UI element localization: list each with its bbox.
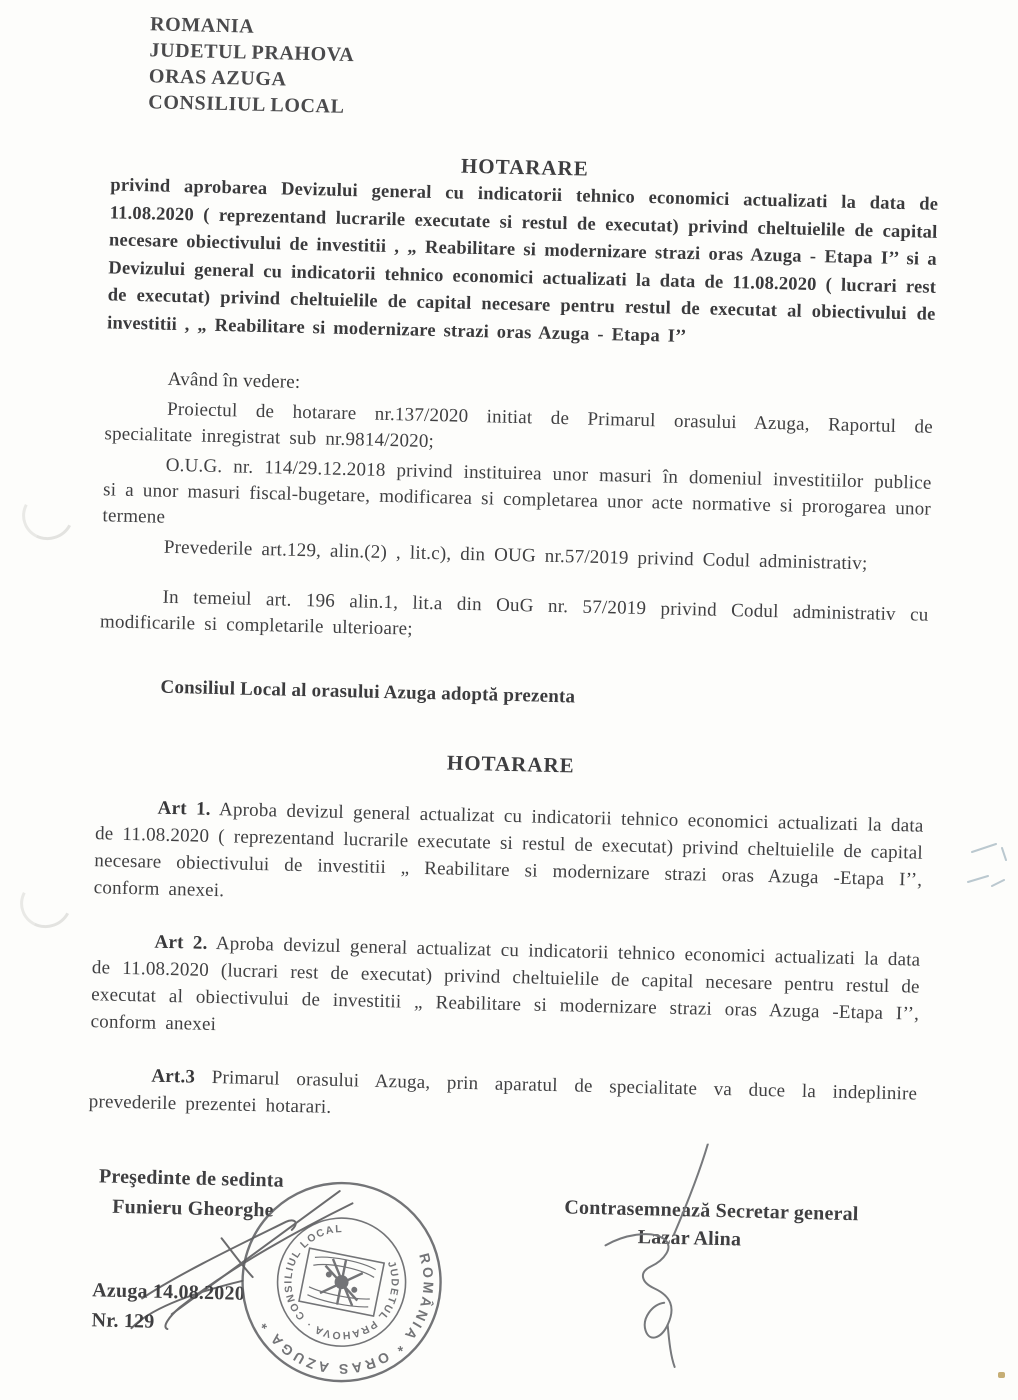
document-title: HOTARARE xyxy=(460,153,590,181)
stray-pen-mark xyxy=(962,838,1012,908)
consideration-item: Prevederile art.129, alin.(2) , lit.c), din OUG nr.57/2019 privind Codul administrativ; xyxy=(163,536,868,575)
consideration-item: O.U.G. nr. 114/29.12.2018 privind instituirea unor masuri în domeniul investitiilor publice si a unor masuri fiscal-bugetare, modificarea si completarea unor acte normative si prorogarea unor termene xyxy=(102,454,932,528)
secretary-name: Lazar Alina xyxy=(637,1226,742,1251)
stamp-outer-text: ROMÂNIA * ORAS AZUGA * xyxy=(256,1251,437,1378)
article-3-text: Primarul orasului Azuga, prin aparatul de specialitate va duce la indeplinire prevederile prezentei hotarari. xyxy=(88,1066,918,1118)
article-3 xyxy=(88,1061,917,1134)
article-3-label: Art.3 xyxy=(151,1065,196,1088)
stamp-coat-of-arms xyxy=(299,1248,384,1316)
article-2-text: Aproba devizul general actualizat cu indicatorii tehnico economici actualizati la data de 11.08.2020 (lucrari rest de executat) privind cheltuielile de capital necesare pentru restul de executat al obiectivului de investitii „ Reabilitare si modernizare strazi oras Azuga -Etapa I’’, conform anexei xyxy=(90,932,921,1036)
letterhead xyxy=(148,11,942,134)
article-2-label: Art 2. xyxy=(154,931,208,954)
president-name: Funieru Gheorghe xyxy=(112,1195,275,1222)
decision-title: HOTARARE xyxy=(446,750,575,778)
paper-speck xyxy=(998,1372,1005,1378)
letterhead-council: CONSILIUL LOCAL xyxy=(148,91,345,118)
article-1 xyxy=(93,793,923,920)
adoption-line: Consiliul Local al orasului Azuga adoptă prezenta xyxy=(160,676,576,708)
considerations-intro: Având în vedere: xyxy=(167,368,301,393)
article-1-text: Aproba devizul general actualizat cu indicatorii tehnico economici actualizati la data de 11.08.2020 ( reprezentand lucrarile executate si restul de executat) privind cheltuielile de capital necesare obiectivului de investitii „ Reabilitare si modernizare strazi oras Azuga -Etapa I’’, conform anexei. xyxy=(93,798,924,902)
article-1-label: Art 1. xyxy=(157,797,211,820)
letterhead-town: ORAS AZUGA xyxy=(148,65,287,91)
preamble-paragraph: privind aprobarea Devizului general cu indicatorii tehnico economici actualizati la data de 11.08.2020 ( reprezentand lucrarile executate si restul de executat) privind cheltuielile de capital necesare obiectivului de investitii , „ Reabilitare si modernizare strazi oras Azuga - Etapa I’’ si a Devizului general cu indicatorii tehnico economici actualizati la data de 11.08.2020 ( lucrari rest de executat) privind cheltuielile de capital necesare pentru restul de executat al obiectivului de investitii , „ Reabilitare si modernizare strazi oras Azuga - Etapa I’’ xyxy=(106,175,939,347)
letterhead-county: JUDETUL PRAHOVA xyxy=(149,39,355,67)
stamp-inner-text: JUDETUL PRAHOVA · CONSILIUL LOCAL xyxy=(282,1223,401,1342)
article-2 xyxy=(90,927,920,1054)
president-role-label: Preşedinte de sedinta xyxy=(98,1165,285,1192)
issue-place-date: Azuga 14.08.2020 xyxy=(92,1279,246,1305)
consideration-item: In temeiul art. 196 alin.1, lit.a din OuG nr. 57/2019 privind Codul administrativ cu modificarile si completarile ulterioare; xyxy=(99,586,929,640)
consideration-item: Proiectul de hotarare nr.137/2020 initiat de Primarul orasului Azuga, Raportul de specialitate inregistrat sub nr.9814/2020; xyxy=(104,398,934,453)
letterhead-country: ROMANIA xyxy=(149,13,255,38)
secretary-role-label: Contrasemnează Secretar general xyxy=(564,1196,859,1226)
decision-number: Nr. 129 xyxy=(91,1309,155,1333)
signature-area xyxy=(79,1149,915,1400)
secretary-signature-ink xyxy=(583,1141,748,1375)
